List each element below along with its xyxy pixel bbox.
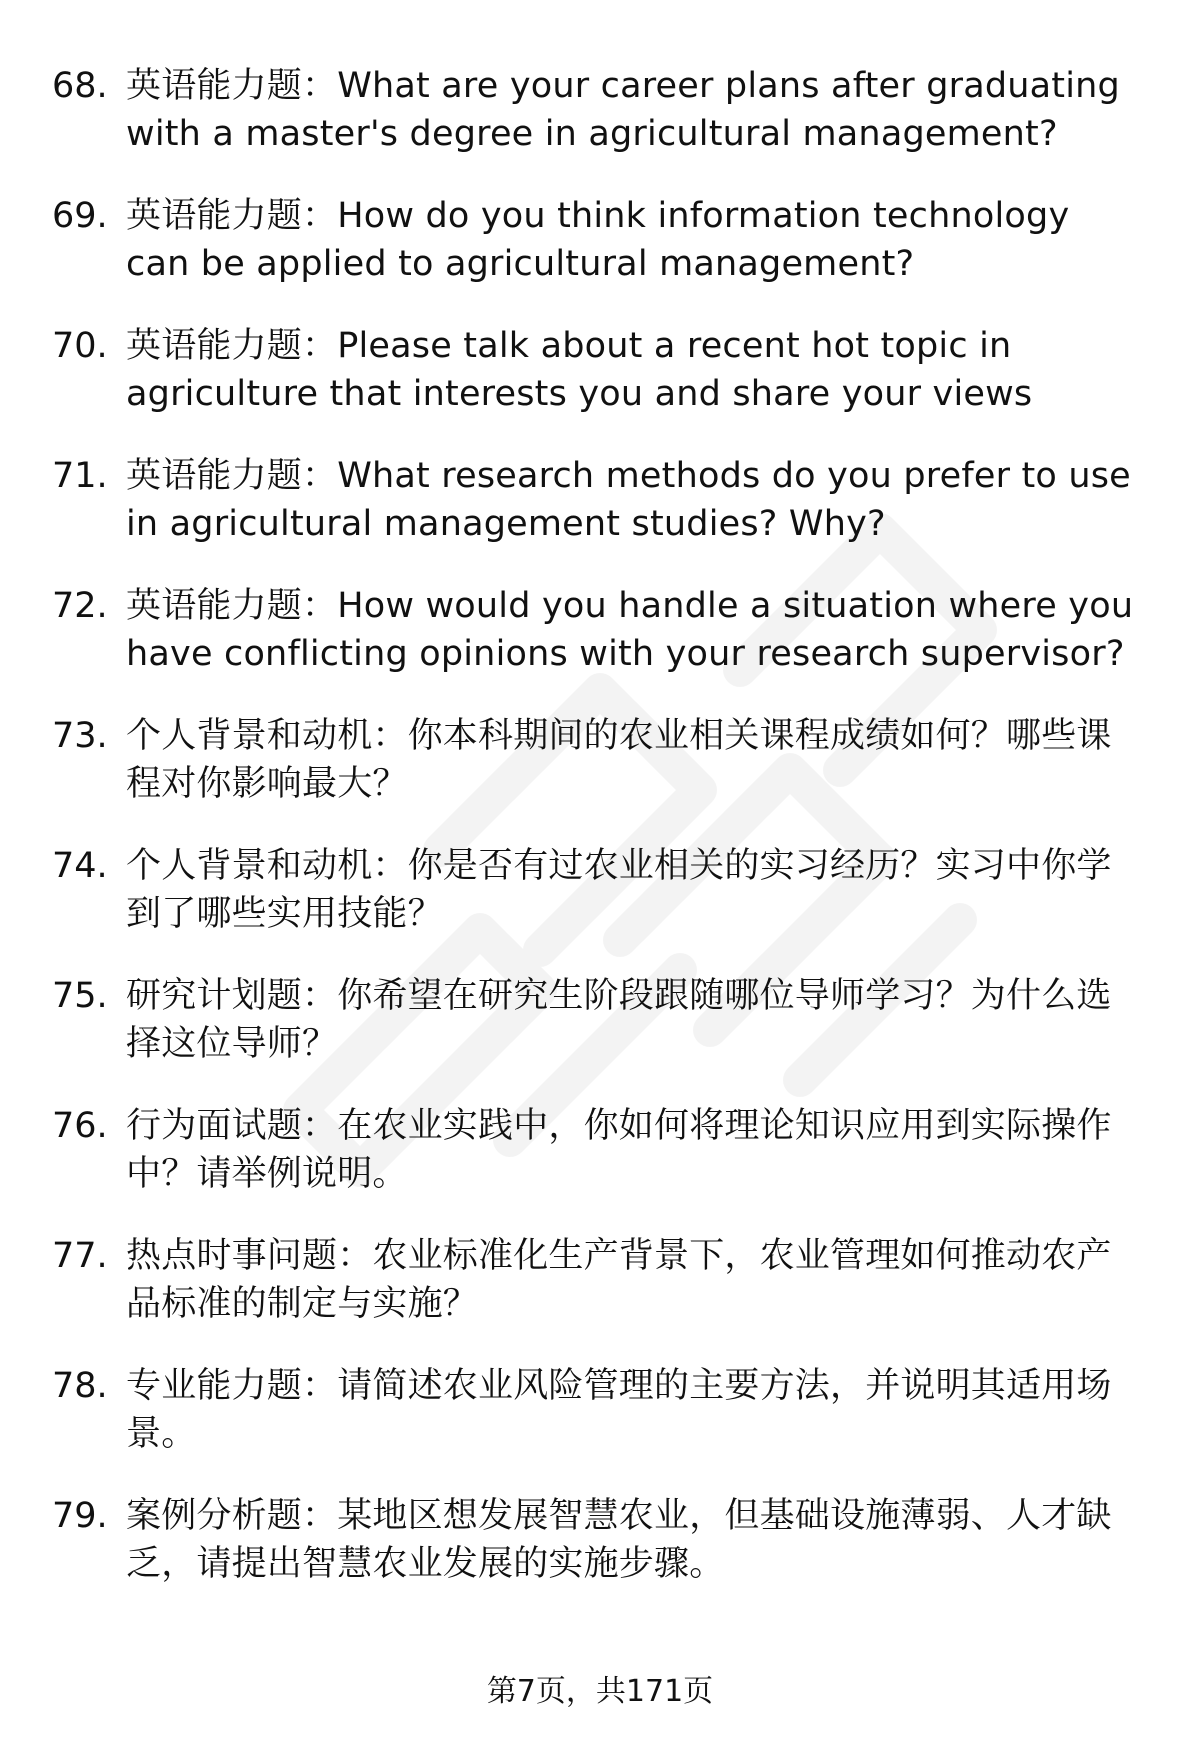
question-text: 英语能力题：Please talk about a recent hot topic in agriculture that interests you and share your views — [126, 326, 1033, 414]
question-text: 英语能力题：What research methods do you prefer to use in agricultural management studies? Why? — [126, 456, 1131, 544]
list-item — [52, 1232, 1142, 1328]
question-number: 73. — [52, 716, 108, 756]
list-item — [52, 972, 1142, 1068]
list-item — [52, 1492, 1142, 1588]
list-item — [52, 712, 1142, 808]
question-text: 英语能力题：How do you think information technology can be applied to agricultural management? — [126, 196, 1070, 284]
question-number: 74. — [52, 846, 108, 886]
list-item — [52, 322, 1142, 418]
question-number: 78. — [52, 1366, 108, 1406]
question-text: 英语能力题：What are your career plans after graduating with a master's degree in agricultural management? — [126, 66, 1120, 154]
question-list — [52, 62, 1142, 1622]
question-text: 个人背景和动机：你本科期间的农业相关课程成绩如何？哪些课程对你影响最大？ — [126, 716, 1112, 804]
question-text: 个人背景和动机：你是否有过农业相关的实习经历？实习中你学到了哪些实用技能？ — [126, 846, 1112, 934]
question-text: 专业能力题：请简述农业风险管理的主要方法，并说明其适用场景。 — [126, 1366, 1112, 1454]
question-number: 70. — [52, 326, 108, 366]
question-number: 77. — [52, 1236, 108, 1276]
question-number: 79. — [52, 1496, 108, 1536]
question-text: 行为面试题：在农业实践中，你如何将理论知识应用到实际操作中？请举例说明。 — [126, 1106, 1112, 1194]
question-number: 69. — [52, 196, 108, 236]
list-item — [52, 1362, 1142, 1458]
list-item — [52, 452, 1142, 548]
question-number: 71. — [52, 456, 108, 496]
question-text: 案例分析题：某地区想发展智慧农业，但基础设施薄弱、人才缺乏，请提出智慧农业发展的实施步骤。 — [126, 1496, 1112, 1584]
list-item — [52, 192, 1142, 288]
list-item — [52, 62, 1142, 158]
question-text: 热点时事问题：农业标准化生产背景下，农业管理如何推动农产品标准的制定与实施？ — [126, 1236, 1112, 1324]
question-number: 72. — [52, 586, 108, 626]
question-text: 研究计划题：你希望在研究生阶段跟随哪位导师学习？为什么选择这位导师？ — [126, 976, 1112, 1064]
page-footer: 第7页，共171页 — [486, 1674, 714, 1709]
question-number: 68. — [52, 66, 108, 106]
question-number: 75. — [52, 976, 108, 1016]
list-item — [52, 582, 1142, 678]
question-number: 76. — [52, 1106, 108, 1146]
list-item — [52, 842, 1142, 938]
list-item — [52, 1102, 1142, 1198]
question-text: 英语能力题：How would you handle a situation where you have conflicting opinions with your research supervisor? — [126, 586, 1134, 674]
